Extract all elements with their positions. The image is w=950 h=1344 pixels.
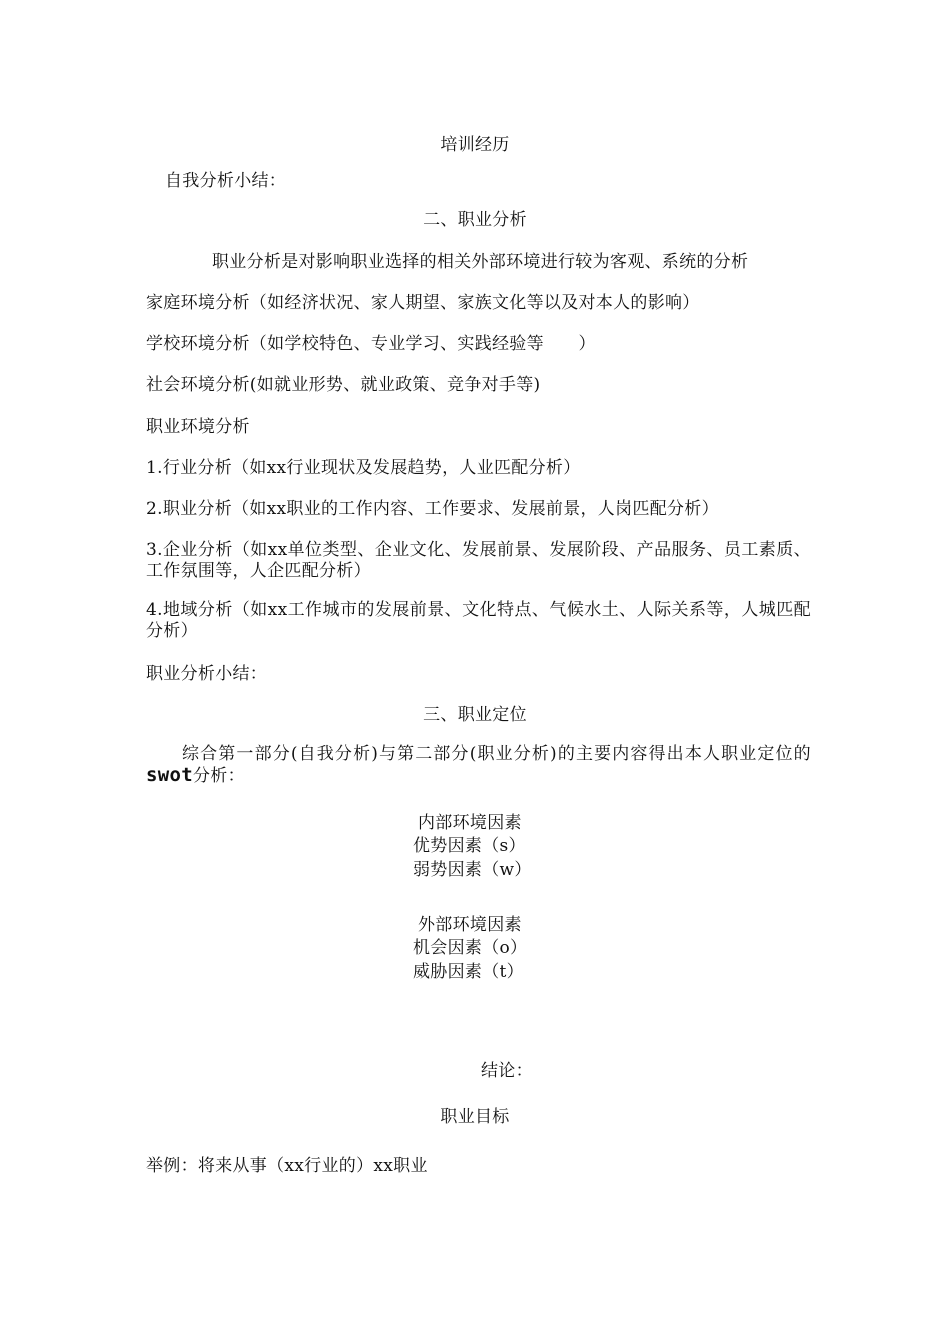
industry-analysis-item: 1.行业分析（如xx行业现状及发展趋势，人业匹配分析） (146, 458, 581, 478)
intro-text-part1: 综合第一部分(自我分析)与第二部分(职业分析)的主要内容得出本人职业定位的 (182, 744, 811, 764)
heading-career-goal: 职业目标 (440, 1107, 510, 1127)
self-analysis-summary: 自我分析小结： (165, 171, 287, 191)
region-analysis-item: 4.地域分析（如xx工作城市的发展前景、文化特点、气候水土、人际关系等，人城匹配分析） (146, 600, 811, 641)
career-goal-example: 举例：将来从事（xx行业的）xx职业 (146, 1156, 428, 1176)
section-title-training: 培训经历 (440, 135, 510, 155)
intro-text-part2: 分析： (192, 766, 245, 786)
career-positioning-intro (146, 744, 811, 787)
occupation-environment-analysis: 职业环境分析 (146, 417, 250, 437)
enterprise-analysis-item: 3.企业分析（如xx单位类型、企业文化、发展前景、发展阶段、产品服务、员工素质、工作氛围等，人企匹配分析） (146, 540, 811, 581)
career-analysis-intro: 职业分析是对影响职业选择的相关外部环境进行较为客观、系统的分析 (212, 252, 749, 272)
family-environment-analysis: 家庭环境分析（如经济状况、家人期望、家族文化等以及对本人的影响） (146, 293, 700, 313)
school-environment-analysis: 学校环境分析（如学校特色、专业学习、实践经验等 ） (146, 334, 596, 354)
heading-career-analysis: 二、职业分析 (423, 210, 527, 230)
strength-factor: 优势因素（s） (413, 836, 526, 856)
internal-factors-title: 内部环境因素 (418, 813, 522, 833)
opportunity-factor: 机会因素（o） (413, 938, 528, 958)
heading-career-positioning: 三、职业定位 (423, 705, 527, 725)
weakness-factor: 弱势因素（w） (413, 860, 532, 880)
conclusion-label: 结论： (481, 1061, 533, 1081)
swot-keyword: swot (146, 764, 193, 786)
job-analysis-item: 2.职业分析（如xx职业的工作内容、工作要求、发展前景，人岗匹配分析） (146, 499, 719, 519)
external-factors-title: 外部环境因素 (418, 915, 522, 935)
social-environment-analysis: 社会环境分析(如就业形势、就业政策、竞争对手等) (146, 375, 541, 395)
career-analysis-summary: 职业分析小结： (146, 664, 268, 684)
threat-factor: 威胁因素（t） (413, 962, 524, 982)
